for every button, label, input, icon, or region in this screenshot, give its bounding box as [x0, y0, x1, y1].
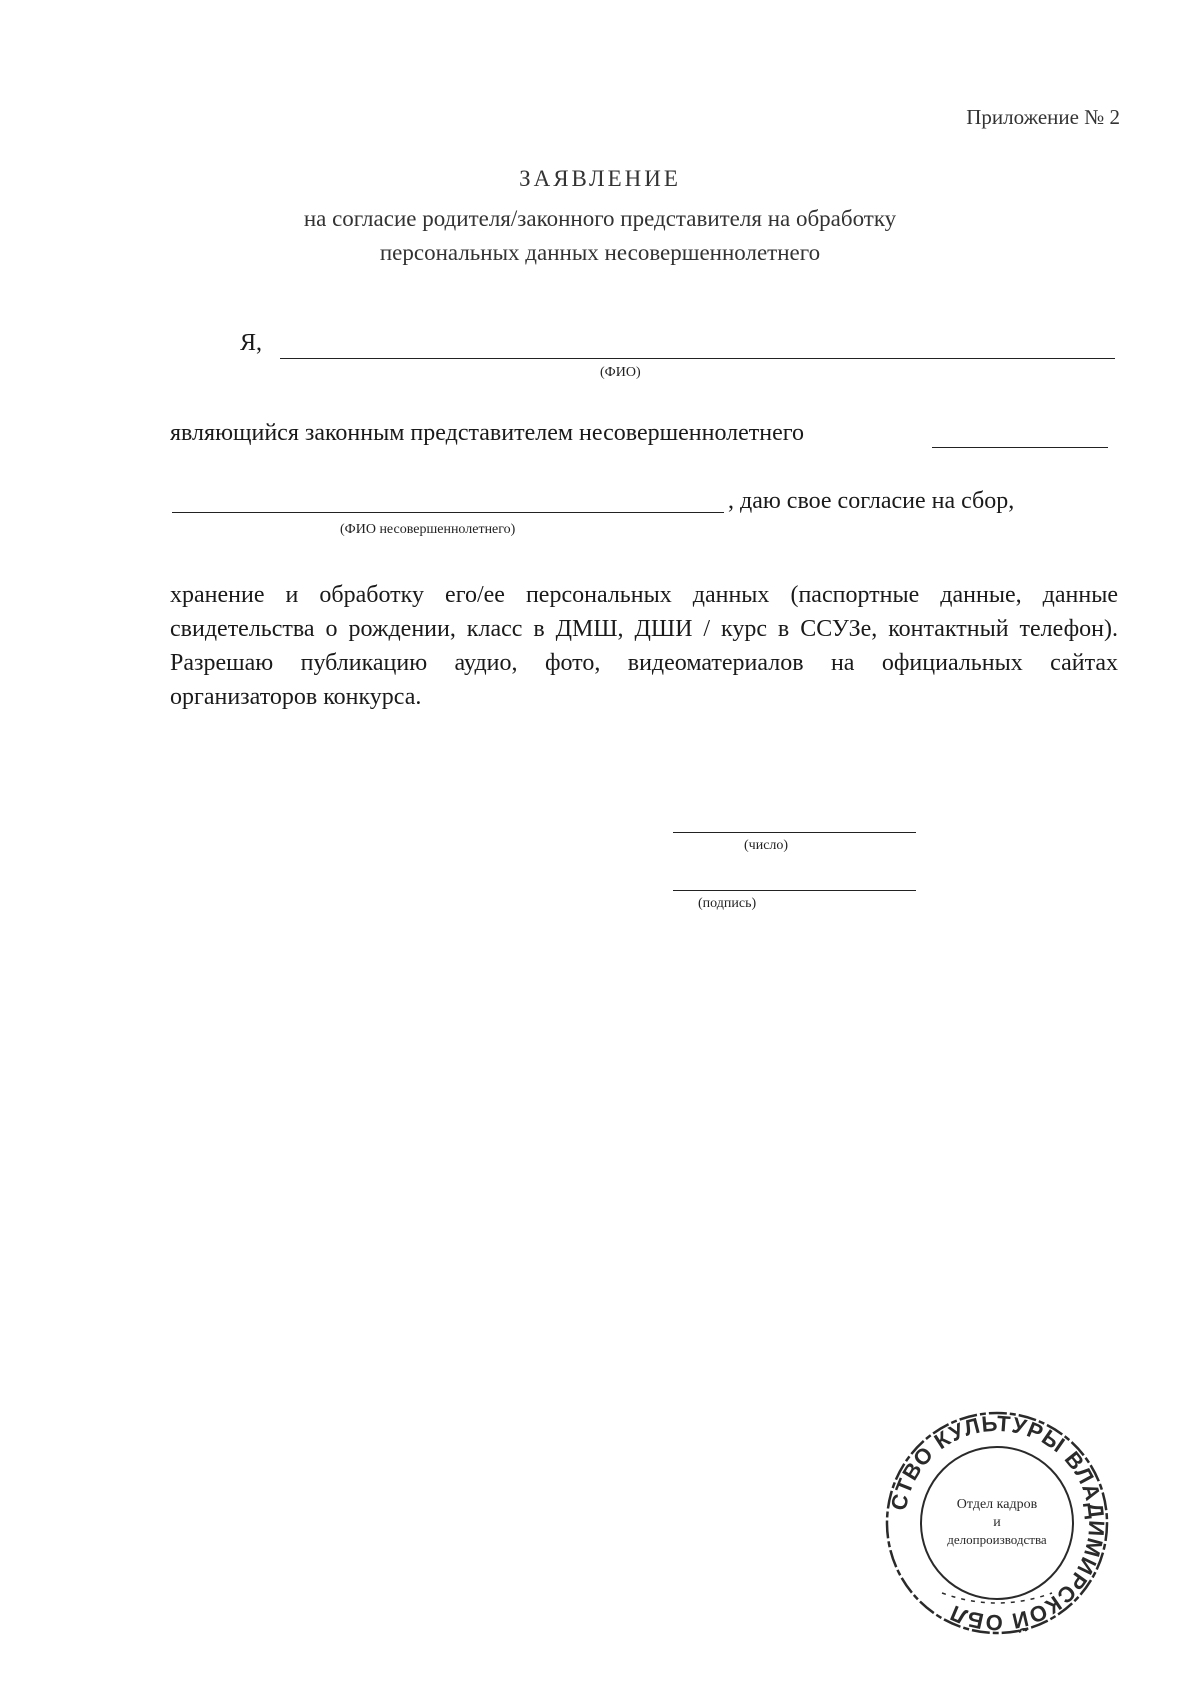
document-subtitle-line1: на согласие родителя/законного представителя на обработку: [303, 206, 897, 231]
representative-text: являющийся законным представителем несовершеннолетнего: [170, 420, 804, 446]
document-subtitle-line2: персональных данных несовершеннолетнего: [379, 240, 821, 265]
appendix-label: Приложение № 2: [966, 105, 1120, 129]
signature-caption: (подпись): [698, 896, 757, 911]
stamp-inner-line3: делопроизводства: [947, 1532, 1047, 1547]
consent-text: , даю свое согласие на сбор,: [728, 488, 1015, 514]
i-label: Я,: [240, 330, 263, 356]
fio-field-line[interactable]: [280, 358, 1115, 359]
minor-fio-caption: (ФИО несовершеннолетнего): [340, 522, 516, 537]
date-field-line[interactable]: [673, 832, 916, 833]
organization-stamp: [882, 1408, 1112, 1638]
date-caption: (число): [744, 838, 789, 853]
minor-fio-line-2[interactable]: [172, 512, 724, 513]
stamp-outer-text: СТВО КУЛЬТУРЫ ВЛАДИМИРСКОЙ ОБЛ: [885, 1410, 1110, 1636]
consent-paragraph: хранение и обработку его/ее персональных данных (паспортные данные, данные свидетельства о рождении, класс в ДМШ, ДШИ / курс в ССУЗе, контактный телефон). Разрешаю публикацию аудио, фото, видеоматериалов на официальных сайтах организаторов конкурса.: [170, 582, 1118, 710]
stamp-seal-graphic: [882, 1408, 1112, 1638]
minor-fio-line-1[interactable]: [932, 447, 1108, 448]
document-title: ЗАЯВЛЕНИЕ: [519, 166, 681, 191]
signature-field-line[interactable]: [673, 890, 916, 891]
fio-caption: (ФИО): [600, 365, 641, 380]
stamp-inner-line2: и: [993, 1515, 1001, 1530]
stamp-inner-line1: Отдел кадров: [956, 1497, 1038, 1512]
